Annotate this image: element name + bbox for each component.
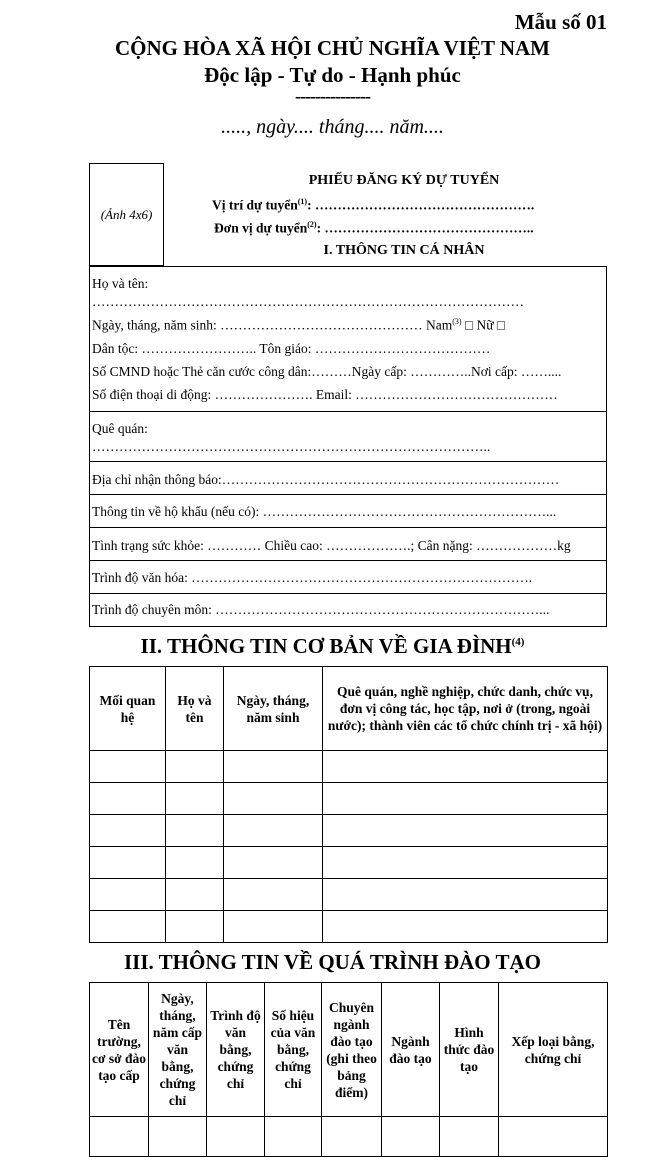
training-col-level: Trình độ văn bằng, chứng chỉ — [207, 983, 265, 1117]
divider — [90, 461, 606, 462]
motto: Độc lập - Tự do - Hạnh phúc — [204, 63, 461, 87]
name-label: Họ và tên: — [92, 276, 149, 291]
training-col-grade: Xếp loại bằng, chứng chỉ — [499, 983, 608, 1117]
table-cell[interactable] — [265, 1117, 322, 1157]
training-table — [89, 982, 608, 1157]
table-cell[interactable] — [166, 879, 224, 911]
table-row — [90, 751, 608, 783]
position-fill: : …………………………………………. — [307, 197, 535, 213]
table-row — [90, 879, 608, 911]
table-cell[interactable] — [90, 1117, 149, 1157]
divider — [90, 593, 606, 594]
table-cell[interactable] — [323, 879, 608, 911]
training-col-number: Số hiệu của văn bằng, chứng chỉ — [265, 983, 322, 1117]
registration-title: PHIẾU ĐĂNG KÝ DỰ TUYỂN — [308, 173, 500, 188]
form-number: Mẫu số 01 — [514, 10, 607, 34]
divider — [90, 494, 606, 495]
table-cell[interactable] — [90, 815, 166, 847]
nation-title: CỘNG HÒA XÃ HỘI CHỦ NGHĨA VIỆT NAM — [114, 36, 551, 60]
dob-note: (3) — [452, 317, 462, 326]
date-line: ....., ngày.... tháng.... năm.... — [221, 116, 444, 138]
table-cell[interactable] — [90, 783, 166, 815]
table-cell[interactable] — [166, 751, 224, 783]
unit-label: Đơn vị dự tuyển — [214, 220, 308, 236]
training-col-school: Tên trường, cơ sở đào tạo cấp — [90, 983, 149, 1117]
table-row — [90, 1117, 608, 1157]
table-cell[interactable] — [90, 879, 166, 911]
professional-line: Trình độ chuyên môn: ………………………………………………………………... — [92, 602, 550, 617]
training-col-issue-date: Ngày, tháng, năm cấp văn bằng, chứng chỉ — [149, 983, 207, 1117]
table-cell[interactable] — [166, 783, 224, 815]
table-cell[interactable] — [323, 783, 608, 815]
training-col-field: Ngành đào tạo — [382, 983, 440, 1117]
hometown-dots: …………………………………………………………………………….. — [92, 439, 491, 454]
position-line — [212, 197, 534, 214]
household-line: Thông tin về hộ khẩu (nếu có): ………………………………………………………... — [92, 504, 557, 519]
family-header-row — [90, 667, 608, 751]
table-cell[interactable] — [382, 1117, 440, 1157]
table-cell[interactable] — [207, 1117, 265, 1157]
photo-label: (Ảnh 4x6) — [100, 206, 153, 222]
table-cell[interactable] — [499, 1117, 608, 1157]
table-cell[interactable] — [322, 1117, 382, 1157]
family-table — [89, 666, 608, 943]
position-label: Vị trí dự tuyển — [212, 197, 298, 213]
gender-options: □ Nữ □ — [461, 317, 506, 333]
table-cell[interactable] — [224, 911, 323, 943]
table-cell[interactable] — [166, 847, 224, 879]
table-cell[interactable] — [224, 815, 323, 847]
hometown-label: Quê quán: — [92, 421, 148, 436]
family-col-dob: Ngày, tháng, năm sinh — [224, 667, 323, 751]
health-line: Tình trạng sức khỏe: ………… Chiều cao: ……………….; Cân nặng: ………………kg — [92, 538, 571, 553]
training-section-title: III. THÔNG TIN VỀ QUÁ TRÌNH ĐÀO TẠO — [124, 950, 541, 974]
education-line: Trình độ văn hóa: …………………………………………………………………. — [92, 570, 533, 585]
id-card-line: Số CMND hoặc Thẻ căn cước công dân:………Ngày cấp: …………..Nơi cấp: …….... — [92, 364, 562, 379]
photo-box — [89, 163, 164, 266]
family-col-relation: Mối quan hệ — [90, 667, 166, 751]
table-cell[interactable] — [323, 751, 608, 783]
family-section-title — [0, 634, 665, 659]
unit-line — [214, 220, 534, 237]
ethnicity-line: Dân tộc: …………………….. Tôn giáo: ………………………………… — [92, 341, 491, 356]
section1-title: I. THÔNG TIN CÁ NHÂN — [323, 243, 485, 258]
divider — [90, 560, 606, 561]
table-cell[interactable] — [224, 751, 323, 783]
phone-email-line: Số điện thoại di động: …………………. Email: ……………………………………… — [92, 387, 558, 402]
table-cell[interactable] — [323, 815, 608, 847]
training-col-specialty: Chuyên ngành đào tạo (ghi theo bảng điểm) — [322, 983, 382, 1117]
table-cell[interactable] — [166, 911, 224, 943]
divider — [90, 527, 606, 528]
unit-note: (2) — [307, 220, 317, 229]
table-cell[interactable] — [224, 847, 323, 879]
family-col-name: Họ và tên — [166, 667, 224, 751]
table-row — [90, 847, 608, 879]
position-note: (1) — [297, 197, 308, 206]
table-cell[interactable] — [224, 879, 323, 911]
training-col-mode: Hình thức đào tạo — [440, 983, 499, 1117]
table-cell[interactable] — [149, 1117, 207, 1157]
unit-fill: : ……………………………………….. — [316, 220, 534, 236]
table-cell[interactable] — [90, 751, 166, 783]
table-cell[interactable] — [323, 847, 608, 879]
table-cell[interactable] — [90, 847, 166, 879]
table-cell[interactable] — [323, 911, 608, 943]
personal-info-box — [89, 266, 607, 627]
dob-text: Ngày, tháng, năm sinh: ……………………………………… Nam — [92, 317, 453, 333]
name-dots: …………………………………………………………………………………… — [92, 294, 524, 309]
table-row — [90, 911, 608, 943]
table-row — [90, 783, 608, 815]
header-divider: --------------- — [295, 86, 370, 106]
table-cell[interactable] — [224, 783, 323, 815]
family-title: II. THÔNG TIN CƠ BẢN VỀ GIA ĐÌNH — [140, 634, 512, 658]
dob-line — [92, 317, 505, 334]
table-cell[interactable] — [166, 815, 224, 847]
divider — [90, 411, 606, 412]
address-line: Địa chỉ nhận thông báo:………………………………………………………………… — [92, 472, 560, 487]
table-cell[interactable] — [440, 1117, 499, 1157]
table-row — [90, 815, 608, 847]
training-header-row — [90, 983, 608, 1117]
family-col-details: Quê quán, nghề nghiệp, chức danh, chức vụ, đơn vị công tác, học tập, nơi ở (trong, ngoài nước); thành viên các tổ chức chính trị - xã hội) — [323, 667, 608, 751]
table-cell[interactable] — [90, 911, 166, 943]
family-title-note: (4) — [511, 636, 525, 648]
